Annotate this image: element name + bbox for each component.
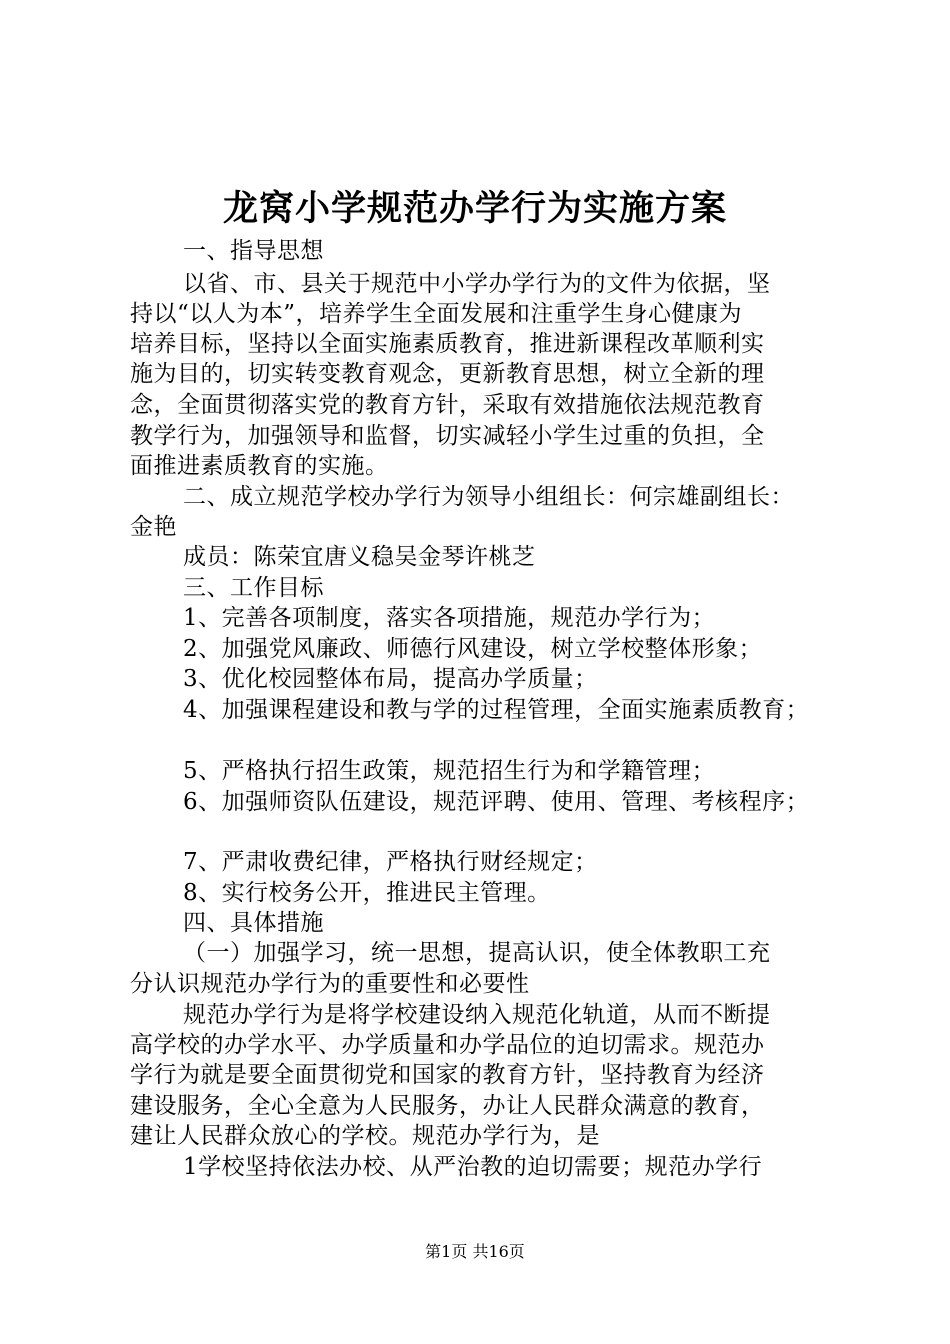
paragraph-line: 以省、市、县关于规范中小学办学行为的文件为依据，坚: [183, 271, 771, 297]
paragraph-line: 金艳: [130, 514, 177, 540]
goal-item: 3、优化校园整体布局，提高办学质量；: [183, 666, 598, 692]
subsection-heading-continued: 分认识规范办学行为的重要性和必要性: [130, 971, 530, 997]
document-title: 龙窝小学规范办学行为实施方案: [222, 188, 727, 229]
paragraph-line: 施为目的，切实转变教育观念，更新教育思想，树立全新的理: [130, 361, 765, 387]
paragraph-line: 念，全面贯彻落实党的教育方针，采取有效措施依法规范教育: [130, 392, 765, 418]
section-heading-measures: 四、具体措施: [183, 910, 324, 936]
goal-item: 2、加强党风廉政、师德行风建设，树立学校整体形象；: [183, 636, 763, 662]
section-heading-leadership-group: 二、成立规范学校办学行为领导小组组长：何宗雄副组长：: [183, 484, 794, 510]
goal-item: 1、完善各项制度，落实各项措施，规范办学行为；: [183, 605, 716, 631]
subsection-heading: （一）加强学习，统一思想，提高认识，使全体教职工充: [183, 940, 771, 966]
goal-item: 6、加强师资队伍建设，规范评聘、使用、管理、考核程序；: [183, 789, 810, 815]
paragraph-line: 教学行为，加强领导和监督，切实减轻小学生过重的负担，全: [130, 423, 765, 449]
paragraph-line: 规范办学行为是将学校建设纳入规范化轨道，从而不断提: [183, 1002, 771, 1028]
paragraph-line: 学行为就是要全面贯彻党和国家的教育方针，坚持教育为经济: [130, 1062, 765, 1088]
paragraph-line: 高学校的办学水平、办学质量和办学品位的迫切需求。规范办: [130, 1032, 765, 1058]
goal-item: 5、严格执行招生政策，规范招生行为和学籍管理；: [183, 758, 716, 784]
page-footer: 第1页 共16页: [425, 1242, 525, 1261]
paragraph-line: 面推进素质教育的实施。: [130, 453, 389, 479]
goal-item: 7、严肃收费纪律，严格执行财经规定；: [183, 849, 598, 875]
members-line: 成员：陈荣宜唐义稳吴金琴许桃芝: [183, 544, 536, 570]
paragraph-line: 培养目标，坚持以全面实施素质教育，推进新课程改革顺利实: [130, 331, 765, 357]
paragraph-line: 持以“以人为本”，培养学生全面发展和注重学生身心健康为: [130, 301, 743, 327]
paragraph-line: 建让人民群众放心的学校。规范办学行为，是: [130, 1123, 600, 1149]
section-heading-work-goals: 三、工作目标: [183, 575, 324, 601]
goal-item: 8、实行校务公开，推进民主管理。: [183, 880, 551, 906]
section-heading-guiding-thought: 一、指导思想: [183, 238, 324, 264]
paragraph-line: 建设服务，全心全意为人民服务，办让人民群众满意的教育，: [130, 1093, 765, 1119]
paragraph-line: 1学校坚持依法办校、从严治教的迫切需要；规范办学行: [183, 1154, 763, 1180]
goal-item: 4、加强课程建设和教与学的过程管理，全面实施素质教育；: [183, 697, 810, 723]
